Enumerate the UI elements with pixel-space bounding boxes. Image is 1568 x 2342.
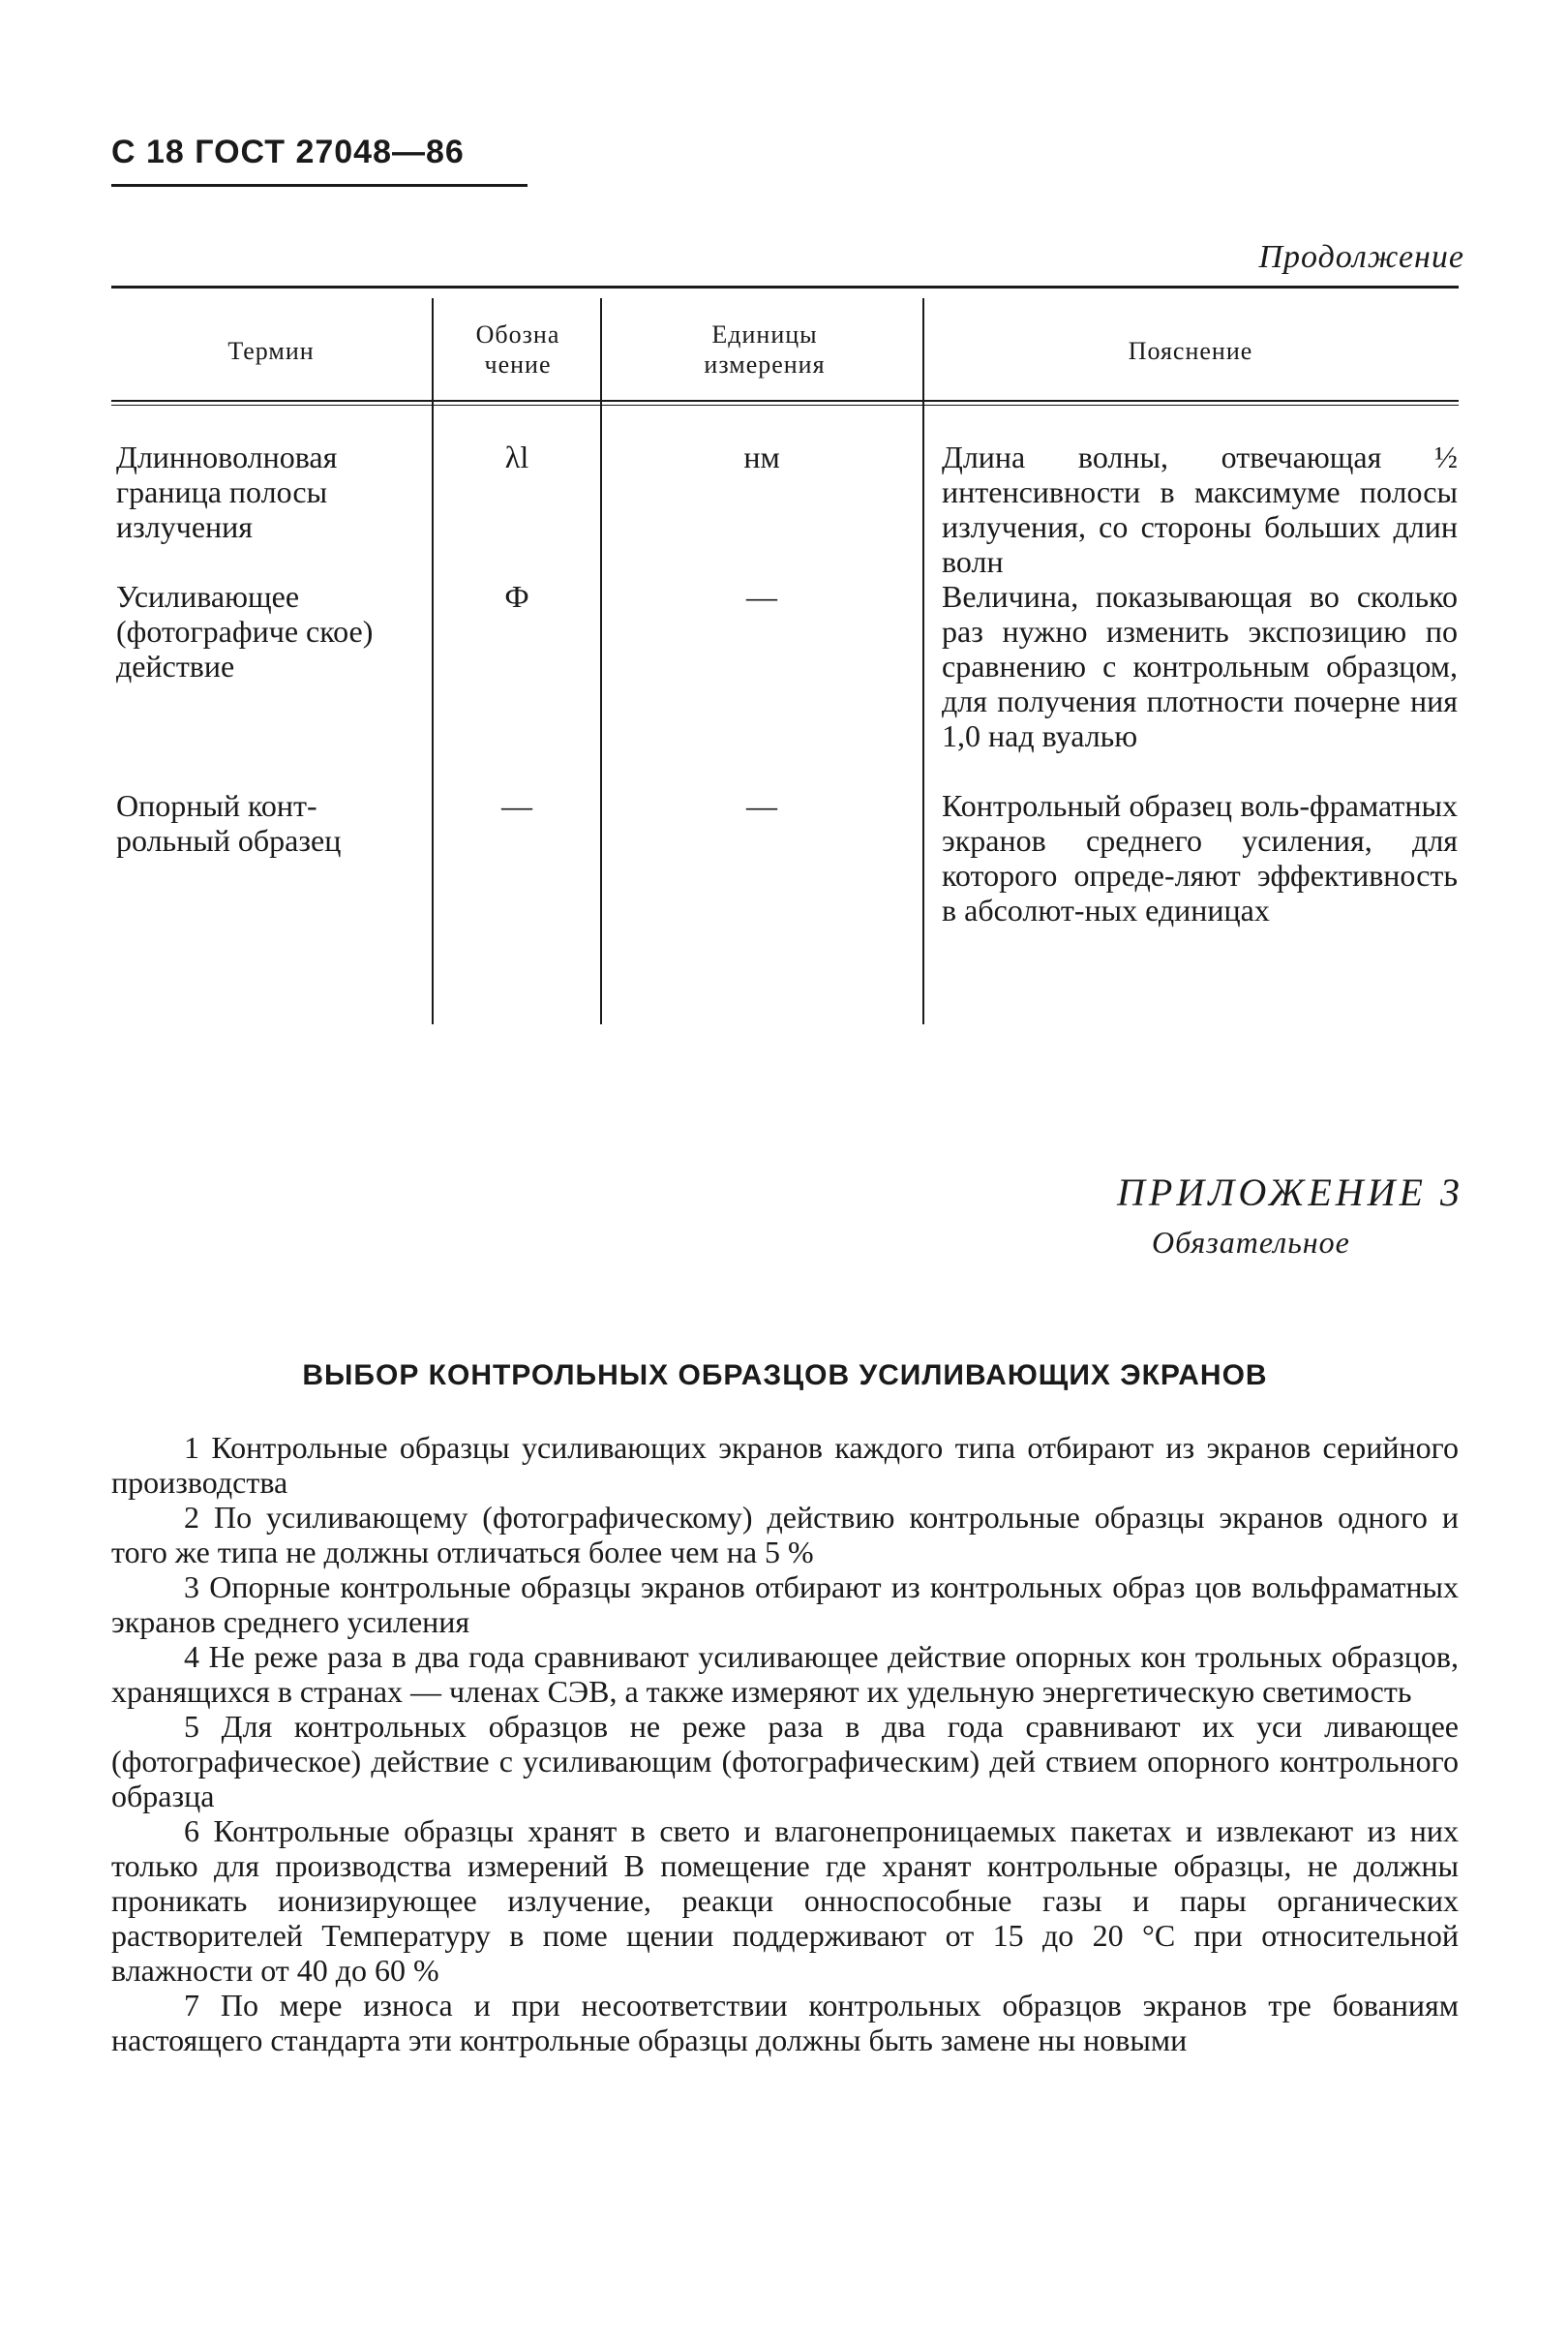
section-title: ВЫБОР КОНТРОЛЬНЫХ ОБРАЗЦОВ УСИЛИВАЮЩИХ ЭКРАНОВ [302,1359,1268,1391]
table-row-2-explanation: Величина, показывающая во сколько раз нужно изменить экспозицию по сравнению с контрольным образцом, для получения плотности почерне ния 1,0 над вуалью [942,579,1458,753]
column-header-explanation: Пояснение [1128,337,1253,365]
paragraph-4: 4 Не реже раза в два года сравнивают усиливающее действие опорных кон трольных образцов, хранящихся в странах — членах СЭВ, а также измеряют их удельную энергетическую светимость [111,1639,1459,1709]
continuation-label: Продолжение [1258,239,1464,275]
table-row-3-symbol: — [501,788,532,823]
table-row-1-term: Длинноволновая граница полосы излучения [116,440,338,544]
appendix-subtitle: Обязательное [1152,1225,1350,1260]
table-top-rule [111,286,1459,289]
appendix-title: ПРИЛОЖЕНИЕ 3 [1117,1171,1463,1214]
table-head-rule [111,400,1459,402]
table-row-3-term: Опорный конт-рольный образец [116,788,342,858]
paragraph-1: 1 Контрольные образцы усиливающих экранов каждого типа отбирают из экранов серийного производства [111,1430,1459,1500]
paragraph-6: 6 Контрольные образцы хранят в свето и влагонепроницаемых пакетах и извлекают из них только для производства измерений В помещение где хранят контрольные образцы, не должны проникать ионизирующее излучение, реакци онноспособные газы и пары органических растворителей Температуру в поме щении поддерживают от 15 до 20 °С при относительной влажности от 40 до 60 % [111,1813,1459,1988]
page-header: С 18 ГОСТ 27048—86 [111,134,465,170]
table-row-2-symbol: Ф [504,579,529,614]
paragraph-2: 2 По усиливающему (фотографическому) действию контрольные образцы экранов одного и того же типа не должны отличаться более чем на 5 % [111,1500,1459,1569]
column-divider-3 [922,298,924,1024]
paragraph-5: 5 Для контрольных образцов не реже раза в два года сравнивают их уси ливающее (фотографическое) действие с усиливающим (фотографическим) дей ствием опорного контрольного образца [111,1709,1459,1813]
table-row-3-unit: — [746,788,777,823]
table-row-1-unit: нм [743,440,780,474]
column-header-term: Термин [227,337,315,365]
paragraph-7: 7 По мере износа и при несоответствии контрольных образцов экранов тре бованиям настоящего стандарта эти контрольные образцы должны быть замене ны новыми [111,1988,1459,2057]
column-header-symbol: Обозна чение [475,320,560,379]
header-rule [111,184,528,187]
column-divider-2 [600,298,602,1024]
appendix-body [111,1430,1459,2057]
table-row-1-explanation: Длина волны, отвечающая ½ интенсивности в максимуме полосы излучения, со стороны больших длин волн [942,440,1458,579]
table-row-2-term: Усиливающее (фотографиче ское) действие [116,579,374,684]
table-row-2-unit: — [746,579,777,614]
column-header-unit: Единицы измерения [704,320,826,379]
column-divider-1 [432,298,434,1024]
paragraph-3: 3 Опорные контрольные образцы экранов отбирают из контрольных образ цов вольфраматных экранов среднего усиления [111,1569,1459,1639]
table-head-rule-2 [111,405,1459,406]
table-row-1-symbol: λl [504,440,529,474]
table-row-3-explanation: Контрольный образец воль-фраматных экранов среднего усиления, для которого опреде-ляют эффективность в абсолют-ных единицах [942,788,1458,928]
